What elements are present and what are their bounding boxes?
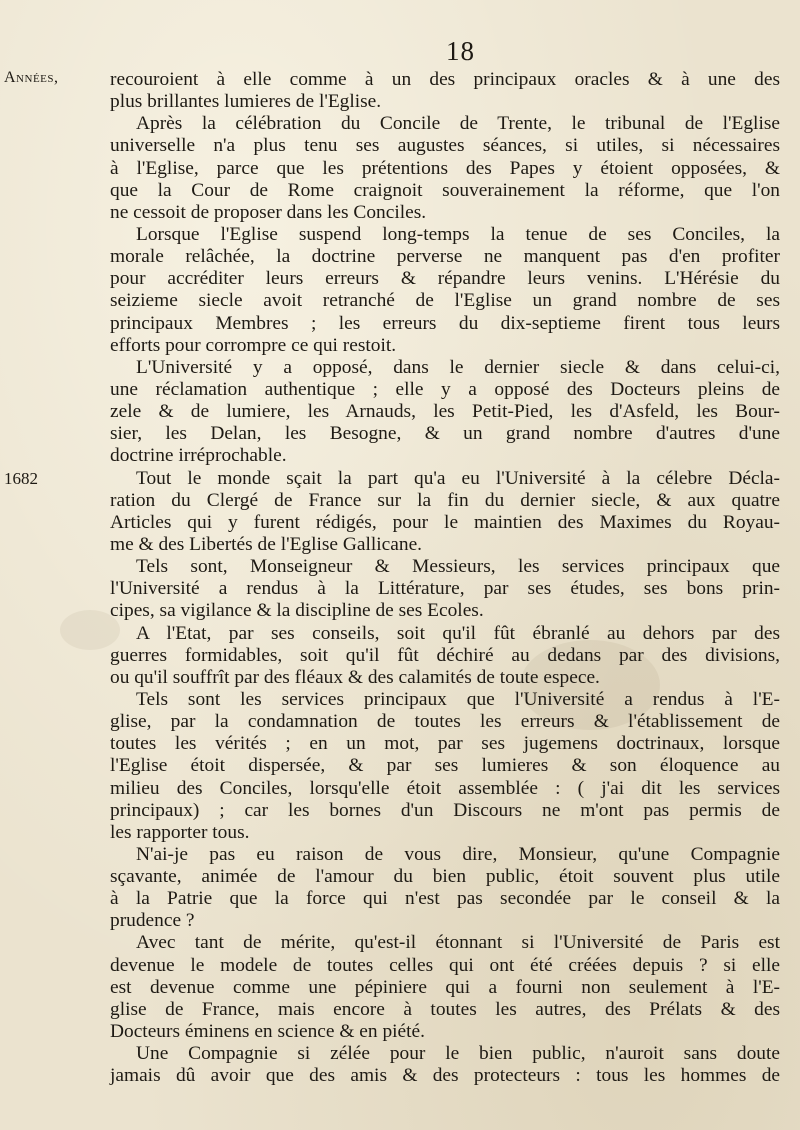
text-line: principaux) ; car les bornes d'un Discours ne m'ont pas permis de — [110, 799, 780, 821]
text-line: sçavante, animée de l'amour du bien public, étoit souvent plus utile — [110, 866, 780, 888]
text-line: Lorsque l'Eglise suspend long-temps la tenue de ses Conciles, la — [136, 223, 780, 245]
text-line: me & des Libertés de l'Eglise Gallicane. — [110, 533, 423, 555]
margin-year-note: 1682 — [4, 468, 38, 488]
text-line: cipes, sa vigilance & la discipline de ses Ecoles. — [110, 600, 484, 622]
text-line: Docteurs éminens en science & en piété. — [110, 1021, 425, 1043]
text-line: plus brillantes lumieres de l'Eglise. — [110, 91, 382, 113]
page-number: 18 — [446, 36, 475, 66]
text-line: que la Cour de Rome craignoit souverainement la réforme, que l'on — [110, 179, 780, 201]
text-line: sier, les Delan, les Besogne, & un grand nombre d'autres d'une — [110, 423, 780, 445]
text-line: universelle n'a plus tenu ses augustes séances, si utiles, si nécessaires — [110, 135, 780, 157]
text-line: seizieme siecle avoit retranché de l'Eglise un grand nombre de ses — [110, 290, 780, 312]
text-line: prudence ? — [110, 910, 195, 932]
text-line: à l'Eglise, parce que les prétentions des Papes y étoient opposées, & — [110, 157, 780, 179]
text-line: zele & de lumiere, les Arnauds, les Petit-Pied, les d'Asfeld, les Bour- — [110, 401, 780, 423]
text-line: milieu des Conciles, lorsqu'elle étoit assemblée : ( j'ai dit les services — [110, 777, 780, 799]
text-line: toutes les vérités ; en un mot, par ses jugemens doctrinaux, lorsque — [110, 733, 780, 755]
text-line: A l'Etat, par ses conseils, soit qu'il fût ébranlé au dehors par des — [136, 622, 780, 644]
text-line: glise de France, mais encore à toutes les autres, des Prélats & des — [110, 998, 780, 1020]
text-line: glise, par la condamnation de toutes les erreurs & l'établissement de — [110, 711, 780, 733]
text-line: N'ai-je pas eu raison de vous dire, Monsieur, qu'une Compagnie — [136, 843, 780, 865]
text-line: efforts pour corrompre ce qui restoit. — [110, 334, 397, 356]
text-line: ne cessoit de proposer dans les Conciles. — [110, 201, 427, 223]
text-line: jamais dû avoir que des amis & des protecteurs : tous les hommes de — [110, 1065, 780, 1087]
text-line: Avec tant de mérite, qu'est-il étonnant si l'Université de Paris est — [136, 932, 780, 954]
margin-heading-annees: Années, — [4, 69, 59, 86]
text-line: Tels sont les services principaux que l'Université a rendus à l'E- — [136, 688, 780, 710]
text-line: Tout le monde sçait la part qu'a eu l'Université à la célebre Décla- — [136, 467, 780, 489]
text-line: Articles qui y furent rédigés, pour le maintien des Maximes du Royau- — [110, 511, 780, 533]
text-line: l'Université a rendus à la Littérature, par ses études, ses bons prin- — [110, 578, 780, 600]
text-line: devenue le modele de toutes celles qui ont été créées depuis ? si elle — [110, 954, 780, 976]
text-line: l'Eglise étoit dispersée, & par ses lumieres & son éloquence au — [110, 755, 780, 777]
text-line: morale relâchée, la doctrine perverse ne manquent pas d'en profiter — [110, 246, 780, 268]
text-line: doctrine irréprochable. — [110, 445, 287, 467]
body-text — [110, 69, 780, 1087]
text-line: principaux Membres ; les erreurs du dix-septieme firent tous leurs — [110, 312, 780, 334]
text-line: ou qu'il souffrît par des fléaux & des calamités de toute espece. — [110, 666, 600, 688]
text-line: pour accréditer leurs erreurs & répandre leurs venins. L'Hérésie du — [110, 268, 780, 290]
text-line: Après la célébration du Concile de Trente, le tribunal de l'Eglise — [136, 113, 780, 135]
text-line: une réclamation authentique ; elle y a opposé des Docteurs pleins de — [110, 378, 780, 400]
text-line: guerres formidables, soit qu'il fût déchiré au dedans par des divisions, — [110, 644, 780, 666]
text-line: Une Compagnie si zélée pour le bien public, n'auroit sans doute — [136, 1043, 780, 1065]
text-line: est devenue comme une pépiniere qui a fourni non seulement à l'E- — [110, 976, 780, 998]
text-line: L'Université y a opposé, dans le dernier siecle & dans celui-ci, — [136, 356, 780, 378]
text-line: les rapporter tous. — [110, 821, 250, 843]
text-line: à la Patrie que la force qui n'est pas secondée par le conseil & la — [110, 888, 780, 910]
text-line: ration du Clergé de France sur la fin du dernier siecle, & aux quatre — [110, 489, 780, 511]
text-line: Tels sont, Monseigneur & Messieurs, les services principaux que — [136, 556, 780, 578]
text-line: recouroient à elle comme à un des principaux oracles & à une des — [110, 69, 780, 90]
